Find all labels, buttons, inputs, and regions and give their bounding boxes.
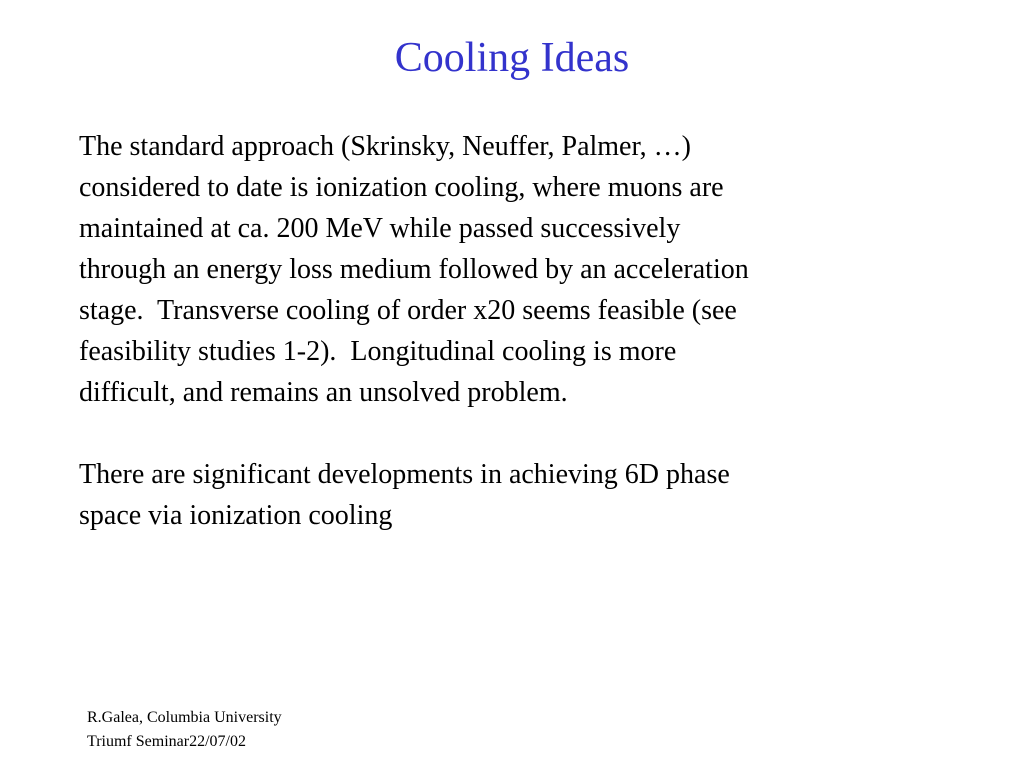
paragraph-1-line-2: considered to date is ionization cooling, where muons are bbox=[79, 172, 724, 203]
footer-author: R.Galea, Columbia University bbox=[87, 709, 282, 726]
paragraph-1-line-7: difficult, and remains an unsolved problem. bbox=[79, 377, 568, 408]
slide-title: Cooling Ideas bbox=[394, 35, 630, 81]
paragraph-1-line-5: stage. Transverse cooling of order x20 seems feasible (see bbox=[79, 295, 737, 326]
slide-body bbox=[79, 126, 959, 536]
paragraph-1-line-6: feasibility studies 1-2). Longitudinal cooling is more bbox=[79, 336, 677, 367]
paragraph-2 bbox=[79, 454, 959, 536]
paragraph-2-line-1: There are significant developments in achieving 6D phase bbox=[79, 459, 730, 490]
footer-event-date: Triumf Seminar22/07/02 bbox=[87, 733, 246, 750]
paragraph-1-line-4: through an energy loss medium followed by an acceleration bbox=[79, 254, 749, 285]
paragraph-1-line-3: maintained at ca. 200 MeV while passed successively bbox=[79, 213, 681, 244]
slide-footer bbox=[87, 706, 282, 754]
paragraph-1-line-1: The standard approach (Skrinsky, Neuffer, Palmer, …) bbox=[79, 131, 692, 162]
paragraph-2-line-2: space via ionization cooling bbox=[79, 500, 393, 531]
paragraph-1 bbox=[79, 126, 959, 413]
